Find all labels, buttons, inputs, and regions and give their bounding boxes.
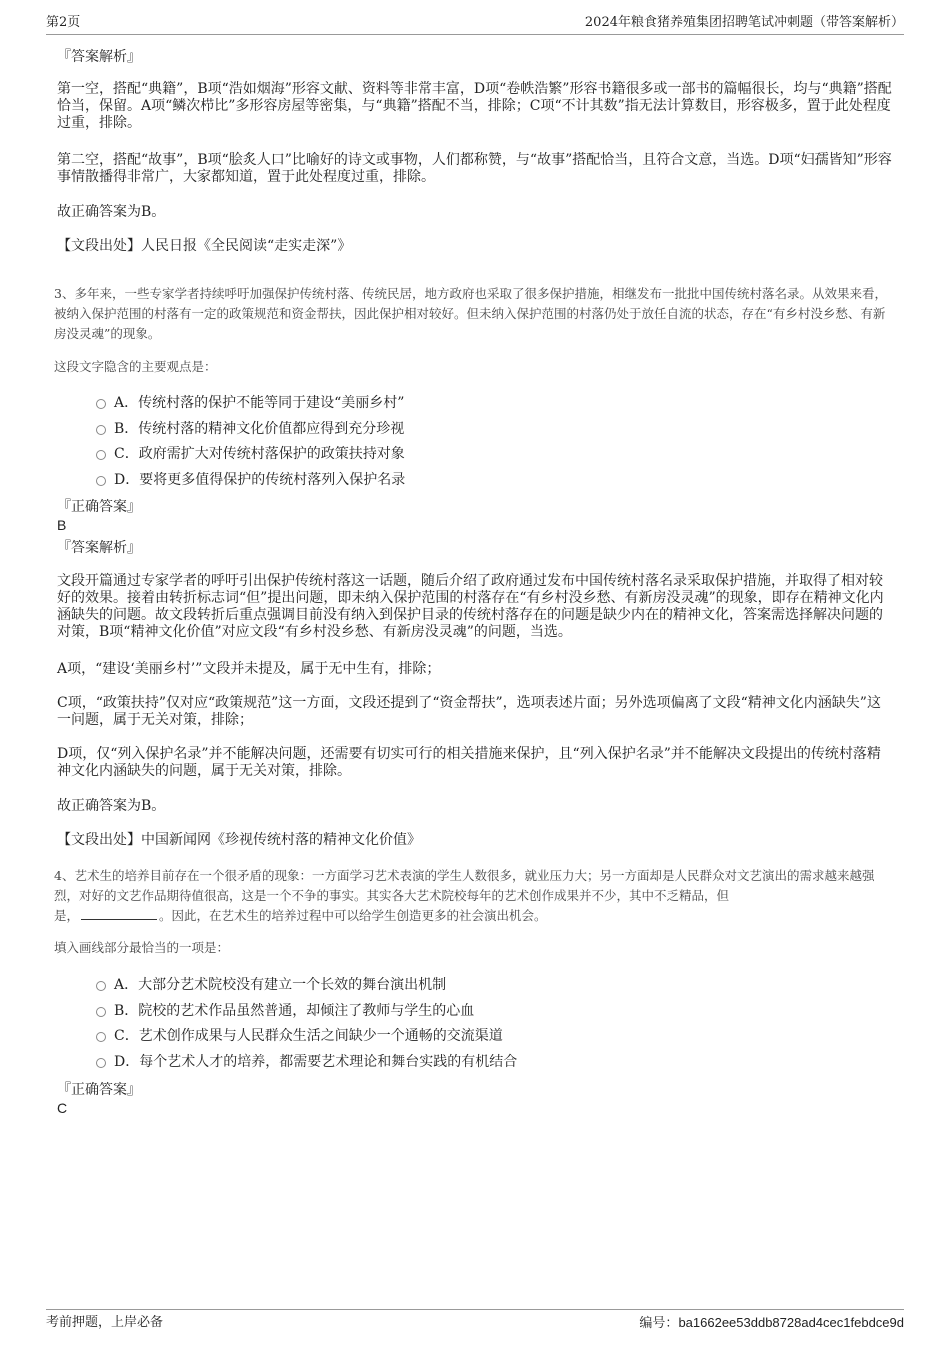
q4-stem xyxy=(54,866,896,926)
q3-analysis-para1: 文段开篇通过专家学者的呼吁引出保护传统村落这一话题，随后介绍了政府通过发布中国传统村落名录采取保护措施，并取得了相对较好的效果。接着由转折标志词“但”提出问题，即未纳入保护范围的村落存在“有乡村没乡愁、有新房没灵魂”的现象，即存在精神文化内涵缺失的问题。故文段转折后重点强调目前没有纳入到保护目录的传统村落存在的问题是缺少内在的精神文化，答案需选择解决问题的对策，B项“精神文化价值”对应文段“有乡村没乡愁、有新房没灵魂”的问题，当选。 xyxy=(57,573,884,640)
q4-option-d[interactable] xyxy=(96,1053,517,1071)
q3-analysis-para3: C项，“政策扶持”仅对应“政策规范”这一方面，文段还提到了“资金帮扶”，选项表述片面；另外选项偏离了文段“精神文化内涵缺失”这一问题，属于无关对策，排除； xyxy=(57,695,881,728)
q3-stem: 3、多年来，一些专家学者持续呼吁加强保护传统村落、传统民居，地方政府也采取了很多保护措施，相继发布一批批中国传统村落名录。从效果来看，被纳入保护范围的村落有一定的政策规范和资金帮扶，因此保护相对较好。但未纳入保护范围的村落仍处于放任自流的状态，存在“有乡村没乡愁、有新房没灵魂”的现象。 xyxy=(54,286,887,341)
option-label: A．大部分艺术院校没有建立一个长效的舞台演出机制 xyxy=(114,977,447,993)
q3-source: 【文段出处】中国新闻网《珍视传统村落的精神文化价值》 xyxy=(57,832,421,848)
q3-option-a[interactable] xyxy=(96,394,404,412)
radio-icon[interactable] xyxy=(96,981,106,991)
q3-analysis-title: 『答案解析』 xyxy=(57,540,141,556)
q3-correct-answer: B xyxy=(57,517,67,533)
q3-option-b[interactable] xyxy=(96,420,404,438)
q4-correct-title: 『正确答案』 xyxy=(57,1082,141,1098)
q4-correct-answer: C xyxy=(57,1100,68,1116)
option-label: A．传统村落的保护不能等同于建设“美丽乡村” xyxy=(114,395,405,411)
q2-analysis-para1: 第一空，搭配“典籍”，B项“浩如烟海”形容文献、资料等非常丰富，D项“卷帙浩繁”形容书籍很多或一部书的篇幅很长，均与“典籍”搭配恰当，保留。A项“鳞次栉比”多形容房屋等密集，与“典籍”搭配不当，排除；C项“不计其数”指无法计算数目，形容极多，置于此处程度过重，排除。 xyxy=(57,81,892,131)
code-value: ba1662ee53ddb8728ad4cec1febdce9d xyxy=(678,1315,904,1330)
fill-blank xyxy=(81,907,157,920)
radio-icon[interactable] xyxy=(96,450,106,460)
q4-stem-text: 。因此，在艺术生的培养过程中可以给学生创造更多的社会演出机会。 xyxy=(159,908,547,923)
option-label: C．政府需扩大对传统村落保护的政策扶持对象 xyxy=(114,446,405,462)
q3-analysis-para4: D项，仅“列入保护名录”并不能解决问题，还需要有切实可行的相关措施来保护，且“列入保护名录”并不能解决文段提出的传统村落精神文化内涵缺失的问题，属于无关对策，排除。 xyxy=(57,746,881,779)
footer-slogan: 考前押题，上岸必备 xyxy=(46,1315,164,1330)
document-title: 2024年粮食猪养殖集团招聘笔试冲刺题（带答案解析） xyxy=(584,15,904,30)
q4-option-a[interactable] xyxy=(96,976,446,994)
radio-icon[interactable] xyxy=(96,1032,106,1042)
q3-option-d[interactable] xyxy=(96,471,405,489)
q3-option-c[interactable] xyxy=(96,445,405,463)
q4-option-b[interactable] xyxy=(96,1002,474,1020)
q2-conclusion: 故正确答案为B。 xyxy=(57,204,166,220)
q3-analysis-para2: A项，“建设‘美丽乡村’”文段并未提及，属于无中生有，排除； xyxy=(57,661,441,677)
option-label: D．要将更多值得保护的传统村落列入保护名录 xyxy=(114,472,406,488)
radio-icon[interactable] xyxy=(96,476,106,486)
radio-icon[interactable] xyxy=(96,1007,106,1017)
q3-conclusion: 故正确答案为B。 xyxy=(57,798,166,814)
option-label: D．每个艺术人才的培养，都需要艺术理论和舞台实践的有机结合 xyxy=(114,1054,518,1070)
page-header xyxy=(46,14,904,35)
q2-analysis-para2: 第二空，搭配“故事”，B项“脍炙人口”比喻好的诗文或事物，人们都称赞，与“故事”搭配恰当，且符合文意，当选。D项“妇孺皆知”形容事情散播得非常广，大家都知道，置于此处程度过重，排除。 xyxy=(57,152,892,185)
page-number: 第2页 xyxy=(46,15,81,30)
q4-prompt: 填入画线部分最恰当的一项是： xyxy=(54,940,230,955)
option-label: B．院校的艺术作品虽然普通，却倾注了教师与学生的心血 xyxy=(114,1003,475,1019)
q4-stem-text: 是， xyxy=(54,908,80,923)
q2-analysis-title: 『答案解析』 xyxy=(57,49,141,65)
radio-icon[interactable] xyxy=(96,1058,106,1068)
code-label: 编号： xyxy=(639,1316,679,1331)
radio-icon[interactable] xyxy=(96,425,106,435)
q2-source: 【文段出处】人民日报《全民阅读“走实走深”》 xyxy=(57,238,352,254)
document-code xyxy=(639,1314,904,1333)
page-footer xyxy=(46,1309,904,1331)
option-label: B．传统村落的精神文化价值都应得到充分珍视 xyxy=(114,421,405,437)
q4-option-c[interactable] xyxy=(96,1027,503,1045)
q3-prompt: 这段文字隐含的主要观点是： xyxy=(54,359,217,374)
option-label: C．艺术创作成果与人民群众生活之间缺少一个通畅的交流渠道 xyxy=(114,1028,503,1044)
q3-correct-title: 『正确答案』 xyxy=(57,499,141,515)
q4-stem-text: 4、艺术生的培养目前存在一个很矛盾的现象：一方面学习艺术表演的学生人数很多，就业压力大；另一方面却是人民群众对文艺演出的需求越来越强烈，对好的文艺作品期待值很高，这是一个不争的事实。其实各大艺术院校每年的艺术创作成果并不少，其中不乏精品，但 xyxy=(54,868,875,903)
radio-icon[interactable] xyxy=(96,399,106,409)
